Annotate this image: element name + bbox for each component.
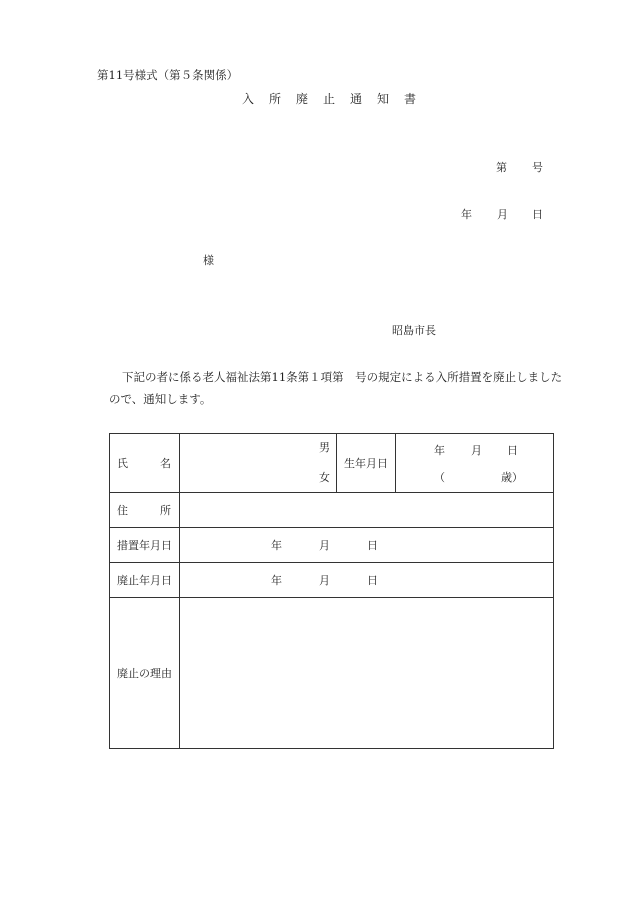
age-close: 歳） (501, 471, 523, 484)
reason-label-cell (110, 598, 180, 749)
measure-date-row (110, 528, 554, 563)
name-row (110, 434, 554, 493)
measure-month: 月 (319, 539, 330, 552)
measure-date-value-cell[interactable] (180, 528, 554, 563)
measure-day: 日 (367, 539, 378, 552)
abolish-day: 日 (367, 574, 378, 587)
reason-row (110, 598, 554, 749)
birth-value-cell[interactable] (396, 434, 554, 493)
measure-date-label: 措置年月日 (117, 539, 172, 552)
name-label-cell (110, 434, 180, 493)
body-text-line-1: 下記の者に係る老人福祉法第11条第１項第 号の規定による入所措置を廃止しました (122, 370, 563, 384)
address-label-cell (110, 493, 180, 528)
birth-year: 年 (434, 444, 445, 457)
document-title: 入所廃止通知書 (242, 92, 432, 106)
birth-label: 生年月日 (344, 457, 388, 470)
reason-label: 廃止の理由 (117, 667, 172, 680)
reason-value-cell[interactable] (180, 598, 554, 749)
abolish-date-value-cell[interactable] (180, 563, 554, 598)
abolish-date-label: 廃止年月日 (117, 574, 172, 587)
birth-day: 日 (507, 444, 518, 457)
abolish-year: 年 (271, 574, 282, 587)
birth-label-cell (337, 434, 396, 493)
measure-year: 年 (271, 539, 282, 552)
date-day: 日 (532, 208, 543, 221)
name-label-1: 氏 (117, 457, 128, 470)
measure-label-cell (110, 528, 180, 563)
age-open: （ (434, 471, 445, 484)
sender-name: 昭島市長 (392, 324, 436, 337)
name-value-cell[interactable] (180, 434, 337, 493)
abolish-date-row (110, 563, 554, 598)
abolish-label-cell (110, 563, 180, 598)
notice-table (109, 433, 554, 749)
date-year: 年 (461, 208, 472, 221)
date-month: 月 (497, 208, 508, 221)
address-label-2: 所 (160, 504, 171, 517)
birth-month: 月 (471, 444, 482, 457)
gender-male[interactable]: 男 (319, 441, 330, 454)
name-label-2: 名 (160, 457, 171, 470)
abolish-month: 月 (319, 574, 330, 587)
body-text-line-2: ので、通知します。 (109, 392, 212, 406)
addressee-suffix: 様 (203, 254, 214, 267)
gender-female[interactable]: 女 (319, 471, 330, 484)
form-number: 第11号様式（第５条関係） (97, 68, 239, 82)
doc-number-dai: 第 (496, 161, 507, 174)
address-row (110, 493, 554, 528)
address-value-cell[interactable] (180, 493, 554, 528)
doc-number-go: 号 (532, 161, 543, 174)
address-label-1: 住 (117, 504, 128, 517)
